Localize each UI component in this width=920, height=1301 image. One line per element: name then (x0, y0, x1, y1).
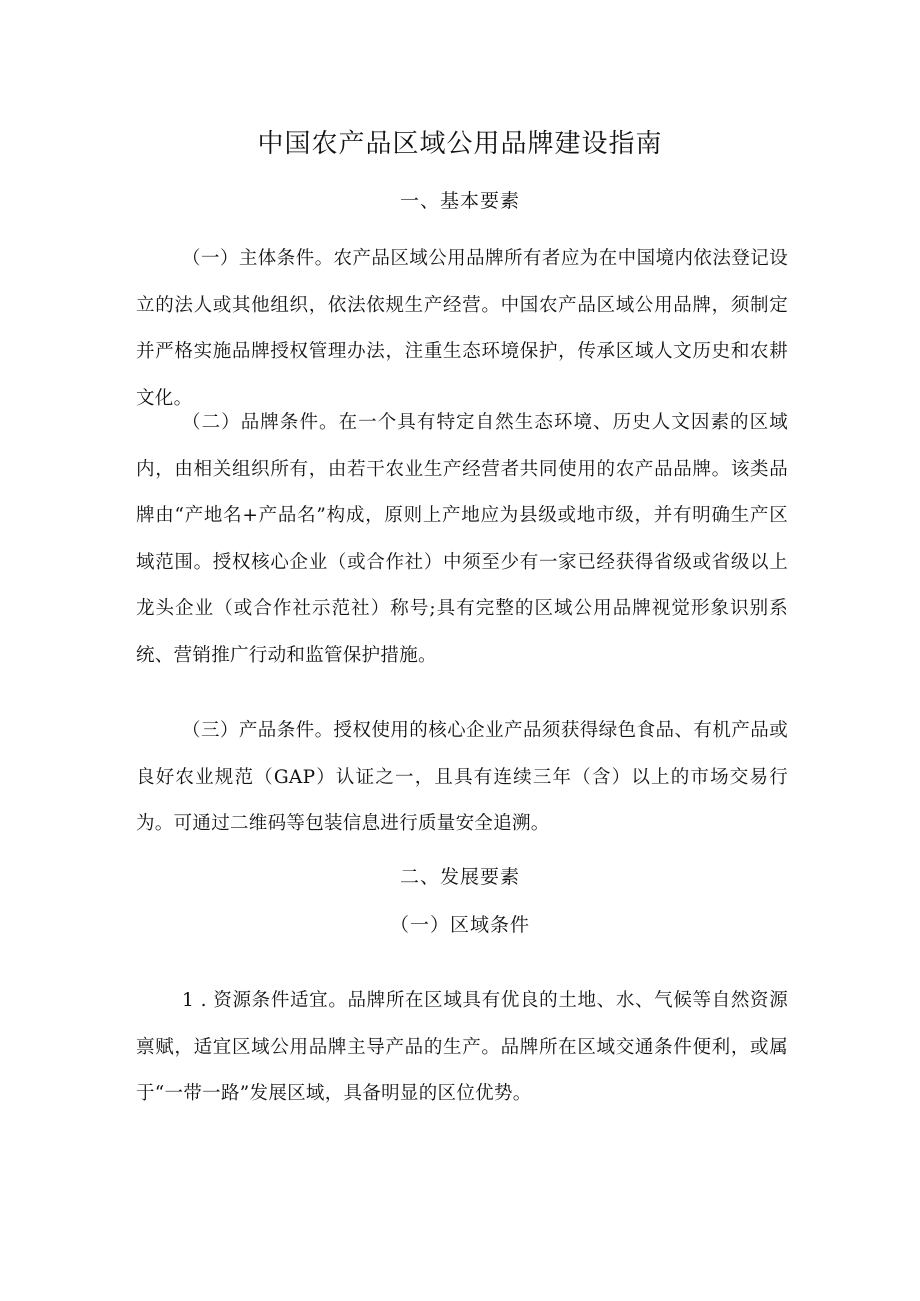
paragraph-brand-conditions: （二）品牌条件。在一个具有特定自然生态环境、历史人文因素的区域内，由相关组织所有，由若干农业生产经营者共同使用的农产品品牌。该类品牌由“产地名+产品名”构成，原则上产地应为县级或地市级，并有明确生产区域范围。授权核心企业（或合作社）中须至少有一家已经获得省级或省级以上龙头企业（或合作社示范社）称号;具有完整的区域公用品牌视觉形象识别系统、营销推广行动和监管保护措施。 (136, 412, 788, 666)
subsection-heading-regional-conditions: （一）区域条件 (389, 914, 530, 936)
paragraph-resource-conditions: 1 . 资源条件适宜。品牌所在区域具有优良的土地、水、气候等自然资源禀赋，适宜区域公用品牌主导产品的生产。品牌所在区域交通条件便利，或属于“一带一路”发展区域，具备明显的区位优势。 (136, 990, 788, 1104)
section-heading-basic-elements: 一、基本要素 (399, 190, 520, 212)
document-title: 中国农产品区域公用品牌建设指南 (257, 129, 663, 159)
section-heading-development-elements: 二、发展要素 (399, 866, 520, 888)
paragraph-product-conditions: （三）产品条件。授权使用的核心企业产品须获得绿色食品、有机产品或良好农业规范（GAP）认证之一，且具有连续三年（含）以上的市场交易行为。可通过二维码等包装信息进行质量安全追溯。 (136, 720, 788, 834)
paragraph-subject-conditions: （一）主体条件。农产品区域公用品牌所有者应为在中国境内依法登记设立的法人或其他组织，依法依规生产经营。中国农产品区域公用品牌，须制定并严格实施品牌授权管理办法，注重生态环境保护，传承区域人文历史和农耕文化。 (136, 248, 788, 409)
